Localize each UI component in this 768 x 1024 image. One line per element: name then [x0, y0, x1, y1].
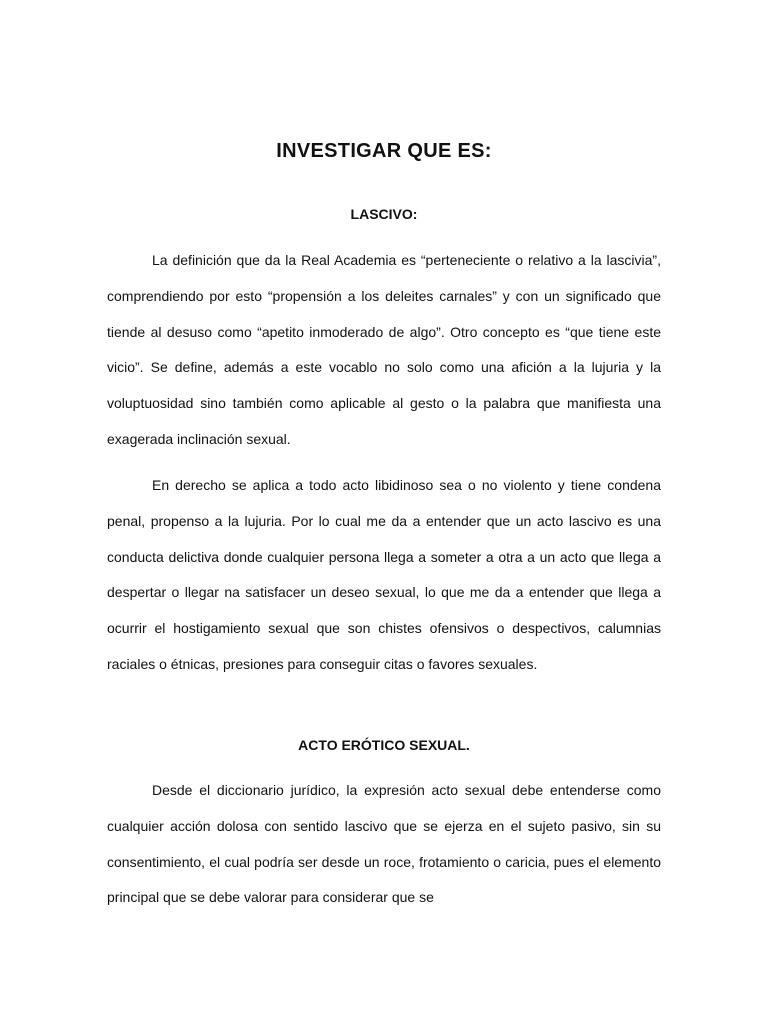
paragraph: En derecho se aplica a todo acto libidinoso sea o no violento y tiene condena penal, propenso a la lujuria. Por lo cual me da a entender que un acto lascivo es una conducta delictiva donde cualquier persona llega a someter a otra a un acto que llega a despertar o llegar na satisfacer un deseo sexual, lo que me da a entender que llega a ocurrir el hostigamiento sexual que son chistes ofensivos o despectivos, calumnias raciales o étnicas, presiones para conseguir citas o favores sexuales.	[107, 477, 661, 672]
section-heading-acto-erotico-sexual: ACTO ERÓTICO SEXUAL.	[298, 737, 470, 753]
document-title: INVESTIGAR QUE ES:	[276, 140, 492, 162]
paragraph: Desde el diccionario jurídico, la expresión acto sexual debe entenderse como cualquier acción dolosa con sentido lascivo que se ejerza en el sujeto pasivo, sin su consentimiento, el cual podría ser desde un roce, frotamiento o caricia, pues el elemento principal que se debe valorar para considerar que se	[107, 782, 661, 906]
section-heading-lascivo: LASCIVO:	[350, 206, 418, 222]
paragraph: La definición que da la Real Academia es “perteneciente o relativo a la lascivia”, comprendiendo por esto “propensión a los deleites carnales” y con un significado que tiende al desuso como “apetito inmoderado de algo”. Otro concepto es “que tiene este vicio”. Se define, además a este vocablo no solo como una afición a la lujuria y la voluptuosidad sino también como aplicable al gesto o la palabra que manifiesta una exagerada inclinación sexual.	[107, 252, 661, 447]
